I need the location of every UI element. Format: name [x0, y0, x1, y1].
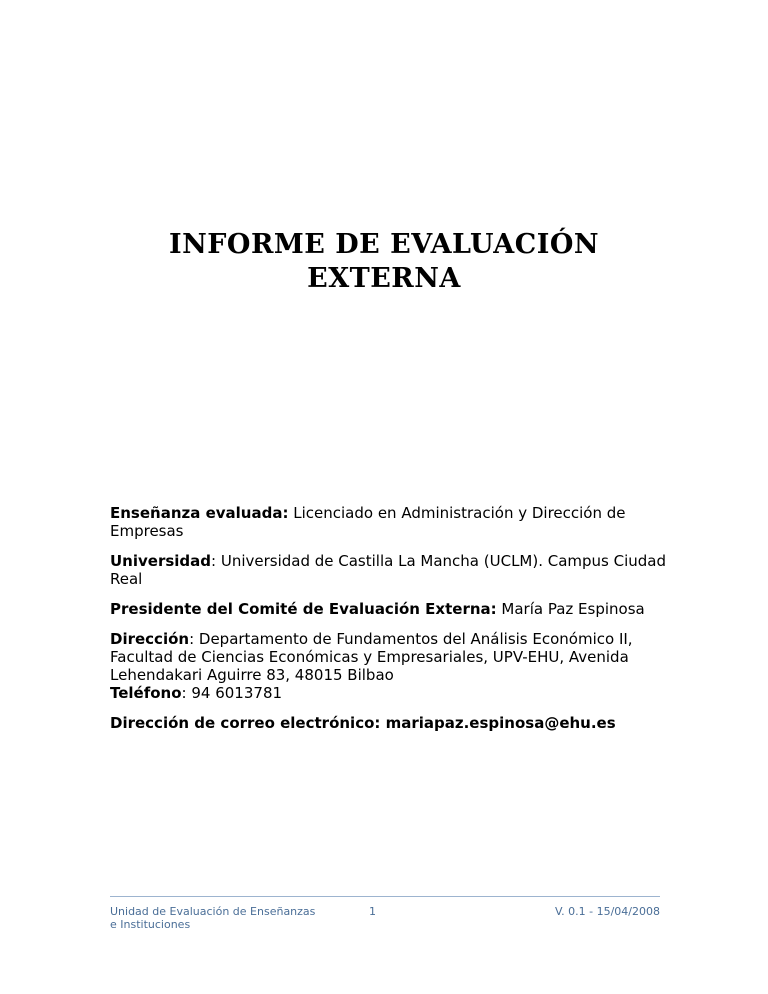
ensenanza-field — [110, 504, 670, 540]
report-info — [110, 504, 670, 744]
document-title — [110, 228, 658, 296]
universidad-label: Universidad — [110, 552, 212, 570]
universidad-value: : Universidad de Castilla La Mancha (UCLM). Campus Ciudad Real — [110, 552, 667, 588]
direccion-label: Dirección — [110, 630, 190, 648]
presidente-value: María Paz Espinosa — [496, 600, 645, 618]
telefono-field — [110, 684, 670, 702]
telefono-label: Teléfono — [110, 684, 182, 702]
direccion-field — [110, 630, 670, 684]
telefono-value: : 94 6013781 — [181, 684, 283, 702]
universidad-field — [110, 552, 670, 588]
ensenanza-value: Licenciado en Administración y Dirección de Empresas — [110, 504, 626, 540]
direccion-value: : Departamento de Fundamentos del Análisis Económico II, Facultad de Ciencias Económicas y Empresariales, UPV-EHU, Avenida Lehendakari Aguirre 83, 48015 Bilbao — [110, 630, 633, 684]
footer-page-number: 1 — [369, 905, 376, 918]
correo-field — [110, 714, 670, 732]
presidente-field — [110, 600, 670, 618]
title-line-2: EXTERNA — [307, 263, 461, 294]
title-line-1: INFORME DE EVALUACIÓN — [168, 229, 600, 260]
ensenanza-label: Enseñanza evaluada: — [110, 504, 289, 522]
footer-organization: Unidad de Evaluación de Enseñanzas e Instituciones — [110, 905, 316, 931]
correo-label: Dirección de correo electrónico: mariapaz.espinosa@ehu.es — [110, 714, 616, 732]
footer-version: V. 0.1 - 15/04/2008 — [555, 905, 660, 918]
footer-divider — [110, 896, 660, 897]
presidente-label: Presidente del Comité de Evaluación Externa: — [110, 600, 497, 618]
